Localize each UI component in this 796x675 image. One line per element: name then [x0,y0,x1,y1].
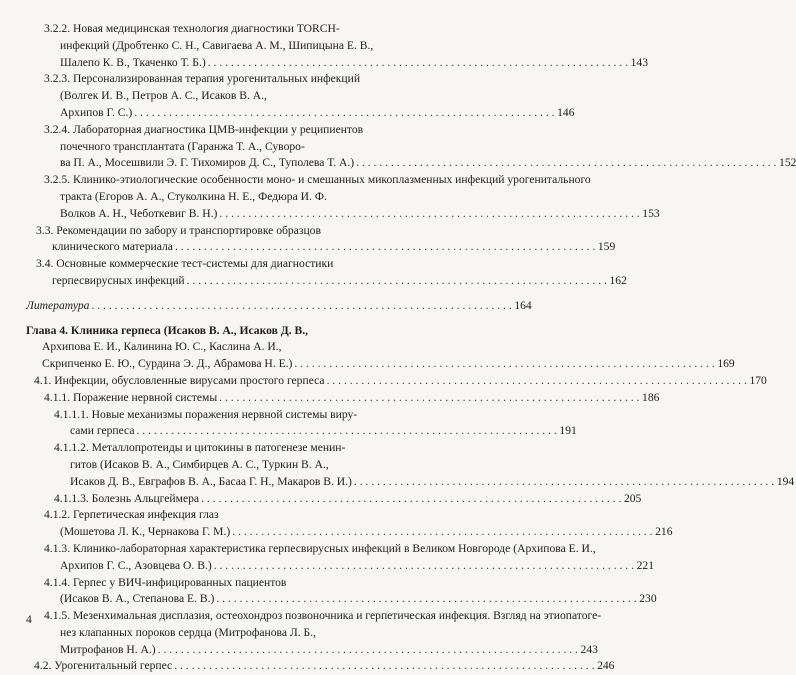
toc-entry-last-line [44,105,575,122]
leader-dots [91,298,511,315]
toc-entry-title: 4.1.1. Поражение нервной системы [44,390,218,404]
toc-entry-line: тракта (Егоров А. А., Стуколкина Н. Е., Федюра И. Ф. [60,189,327,203]
toc-entry [26,256,627,290]
toc-entry-title: герпесвирусных инфекций [52,273,185,287]
toc-entry-last-line [36,273,627,290]
toc-entry-title: Скрипченко Е. Ю., Сурдина Э. Д., Абрамова Н. Е.) [42,357,293,371]
toc-page-number: 221 [636,558,654,572]
toc-page-number: 146 [557,105,575,119]
leader-dots [158,642,578,659]
toc-page-number: 191 [559,424,577,438]
toc-page-number: 159 [597,240,616,254]
toc-page-number: 205 [623,491,642,505]
toc-entry [26,390,660,407]
toc-page-number: 143 [630,55,648,69]
toc-entry-line: почечного трансплантата (Гаранжа Т. А., Суворо- [60,139,305,153]
toc-entry-title: (Исаков В. А., Степанова Е. В.) [60,592,215,606]
toc-entry-title: Архипов Г. С., Азовцева О. В.) [60,558,212,572]
toc-entry [26,658,615,675]
toc-entry-line: 4.1.5. Мезенхимальная дисплазия, остеохондроз позвоночника и герпетическая инфекция. Взгляд на этиопатоге- [44,609,602,623]
leader-dots [174,658,594,675]
leader-dots [354,474,774,491]
toc-entry [26,21,648,71]
toc-entry-last-line [54,474,795,491]
toc-page-number: 170 [749,373,767,387]
toc-page-number: 169 [717,357,735,371]
toc-entry-last-line [44,591,657,608]
toc-entry [26,172,660,222]
toc-entry-line: 3.3. Рекомендации по забору и транспортировке образцов [36,223,321,237]
toc-entry-title: Литература [26,298,90,312]
leader-dots [356,155,776,172]
toc-entry-last-line [34,658,615,675]
toc-entry-last-line [44,206,660,223]
table-of-contents [26,21,796,675]
toc-entry-title: клинического материала [52,240,173,254]
toc-entry [26,71,575,121]
toc-entry-last-line [44,155,796,172]
toc-entry [26,608,602,658]
toc-entry-line: гитов (Исаков В. А., Симбирцев А. С., Туркин В. А., [70,457,329,471]
toc-page-number: 153 [642,206,660,220]
toc-entry-line: 3.4. Основные коммерческие тест-системы для диагностики [36,257,334,271]
toc-entry-title: сами герпеса [70,424,135,438]
toc-entry [26,541,654,575]
toc-entry-last-line [44,390,660,407]
toc-entry-last-line [44,524,673,541]
toc-entry [26,323,735,373]
leader-dots [219,206,639,223]
toc-entry-last-line [36,239,616,256]
toc-entry-line: 4.1.3. Клинико-лабораторная характеристика герпесвирусных инфекций в Великом Новгороде (Архипова Е. И., [44,541,596,555]
toc-entry-title: Архипов Г. С.) [60,105,133,119]
toc-entry-line: 3.2.3. Персонализированная терапия урогенитальных инфекций [44,72,361,86]
toc-entry-line: 4.1.2. Герпетическая инфекция глаз [44,508,219,522]
toc-page-number: 152 [779,156,796,170]
toc-entry-line: нез клапанных пороков сердца (Митрофанова Л. Б., [60,625,316,639]
toc-page-number: 194 [776,474,795,488]
toc-entry-title: Волков А. Н., Чеботкевиг В. Н.) [60,206,218,220]
leader-dots [201,491,621,508]
toc-entry-last-line [26,356,735,373]
toc-entry [26,440,795,490]
toc-entry-last-line [54,491,642,508]
toc-entry [26,407,577,441]
toc-entry-line: Глава 4. Клиника герпеса (Исаков В. А., Исаков Д. В., [26,323,309,337]
page-number: 4 [26,613,32,626]
toc-entry [26,223,616,257]
leader-dots [216,591,636,608]
toc-page-number: 216 [655,525,673,539]
toc-entry-line: инфекций (Дробтенко С. Н., Савигаева А. М., Шипицына Е. В., [60,38,374,52]
toc-entry-title: Шалепо К. В., Ткаченко Т. Б.) [60,55,206,69]
toc-entry-line: Архипова Е. И., Калинина Ю. С., Каслина А. И., [42,340,282,354]
toc-entry-last-line [44,558,654,575]
toc-entry-title: 4.1.1.3. Болезнь Альцгеймера [54,491,200,505]
leader-dots [214,558,634,575]
toc-entry-title: Митрофанов Н. А.) [60,642,156,656]
toc-entry-title: 4.1. Инфекции, обусловленные вирусами простого герпеса [34,373,325,387]
toc-entry [26,575,657,609]
toc-page-number: 186 [642,390,660,404]
toc-entry-title: (Мошетова Л. К., Чернакова Г. М.) [60,525,231,539]
toc-entry-line: (Волгек И. В., Петров А. С., Исаков В. А., [60,89,267,103]
toc-page-number: 162 [609,273,627,287]
toc-page-number: 246 [597,659,615,673]
toc-page-number: 230 [639,592,657,606]
leader-dots [294,356,714,373]
toc-entry-line: 3.2.2. Новая медицинская технология диагностики TORCH- [44,22,340,35]
toc-page-number: 243 [580,642,598,656]
leader-dots [175,239,595,256]
leader-dots [137,423,557,440]
toc-entry-title: 4.2. Урогенитальный герпес [34,659,173,673]
toc-entry-line: 4.1.1.2. Металлопротеиды и цитокины в патогенезе менин- [54,441,346,455]
leader-dots [134,105,554,122]
leader-dots [208,55,628,72]
toc-entry [26,491,642,508]
toc-entry [26,507,673,541]
toc-entry [26,298,532,315]
leader-dots [327,373,747,390]
toc-entry-line: 4.1.4. Герпес у ВИЧ-инфицированных пациентов [44,575,287,589]
toc-entry-last-line [44,642,598,659]
toc-page-number: 164 [514,298,532,312]
toc-entry-title: ва П. А., Мосешвили Э. Г. Тихомиров Д. С., Туполева Т. А.) [60,156,355,170]
toc-entry-last-line [26,298,532,315]
toc-entry-line: 4.1.1.1. Новые механизмы поражения нервной системы виру- [54,407,358,421]
toc-entry-last-line [44,55,648,72]
toc-entry-line: 3.2.4. Лабораторная диагностика ЦМВ-инфекции у реципиентов [44,122,364,136]
toc-entry [26,373,767,390]
leader-dots [219,390,639,407]
toc-entry-last-line [54,423,577,440]
toc-entry-line: 3.2.5. Клинико-этиологические особенности моно- и смешанных микоплазменных инфекций урогенитального [44,173,591,187]
leader-dots [187,273,607,290]
toc-entry-last-line [34,373,767,390]
toc-entry [26,122,796,172]
leader-dots [232,524,652,541]
toc-entry-title: Исаков Д. В., Евграфов В. А., Басаа Г. Н., Макаров В. И.) [70,474,352,488]
